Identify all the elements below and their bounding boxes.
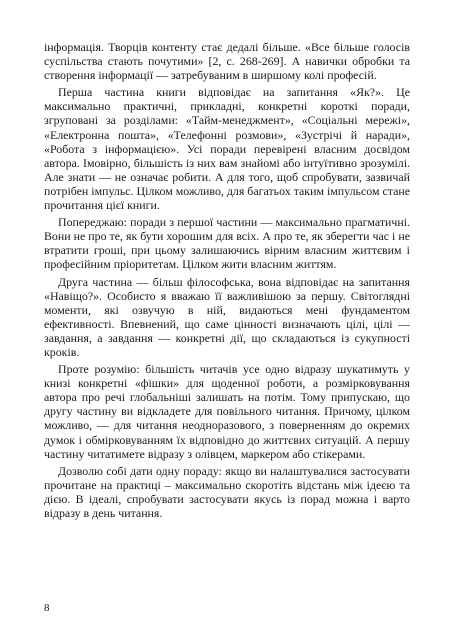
paragraph-1: інформація. Творців контенту стає дедалі більше. «Все більше голосів суспільства стають почутими» [2, с. 268-269]. А навички обробки та створення інформації — затребуваним в ширшому колі професій. bbox=[44, 40, 410, 83]
paragraph-6: Дозволю собі дати одну пораду: якщо ви налаштувалися застосувати прочитане на практиці – максимально скоротіть відстань між ідеєю та дією. В ідеалі, спробувати застосувати якусь із порад можна і варто відразу в день читання. bbox=[44, 463, 410, 520]
paragraph-2: Перша частина книги відповідає на запитання «Як?». Це максимально практичні, прикладні, конкретні короткі поради, згруповані за розділами: «Тайм-менеджмент», «Соціальні мережі», «Електронна пошта», «Телефонні розмови», «Зустрічі й наради», «Робота з інформацією». Усі поради перевірені власним досвідом автора. Імовірно, більшість із них вам знайомі або інтуїтивно зрозумілі. Але знати — не означає робити. А для того, щоб спробувати, зазвичай потрібен імпульс. Цілком можливо, для багатьох таким імпульсом стане прочитання цієї книги. bbox=[44, 85, 410, 213]
page-body bbox=[44, 40, 410, 520]
page-number: 8 bbox=[44, 602, 50, 614]
paragraph-5: Проте розумію: більшість читачів усе одно відразу шукатимуть у книзі конкретні «фішки» для щоденної роботи, а розмірковування автора про речі глобальніші залишать на потім. Тому припускаю, що другу частину ви відкладете для повільного читання. Причому, цілком можливо, — для читання неодноразового, з поверненням до окремих думок і обмірковуванням їх відповідно до життєвих ситуацій. А першу частину читатимете відразу з олівцем, маркером або стікерами. bbox=[44, 362, 410, 461]
paragraph-4: Друга частина — більш філософська, вона відповідає на запитання «Навіщо?». Особисто я вважаю її важливішою за першу. Світоглядні моменти, які озвучую в ній, видаються мені фундаментом ефективності. Впевнений, що саме цінності визначають цілі, цілі — завдання, а завдання — конкретні дії, що складаються із сукупності кроків. bbox=[44, 274, 410, 359]
paragraph-3: Попереджаю: поради з першої частини — максимально прагматичні. Вони не про те, як бути хорошим для всіх. А про те, як зберегти час і не втратити гроші, при цьому залишаючись вірним власним життєвим і професійним пріоритетам. Цілком жити власним життям. bbox=[44, 215, 410, 272]
